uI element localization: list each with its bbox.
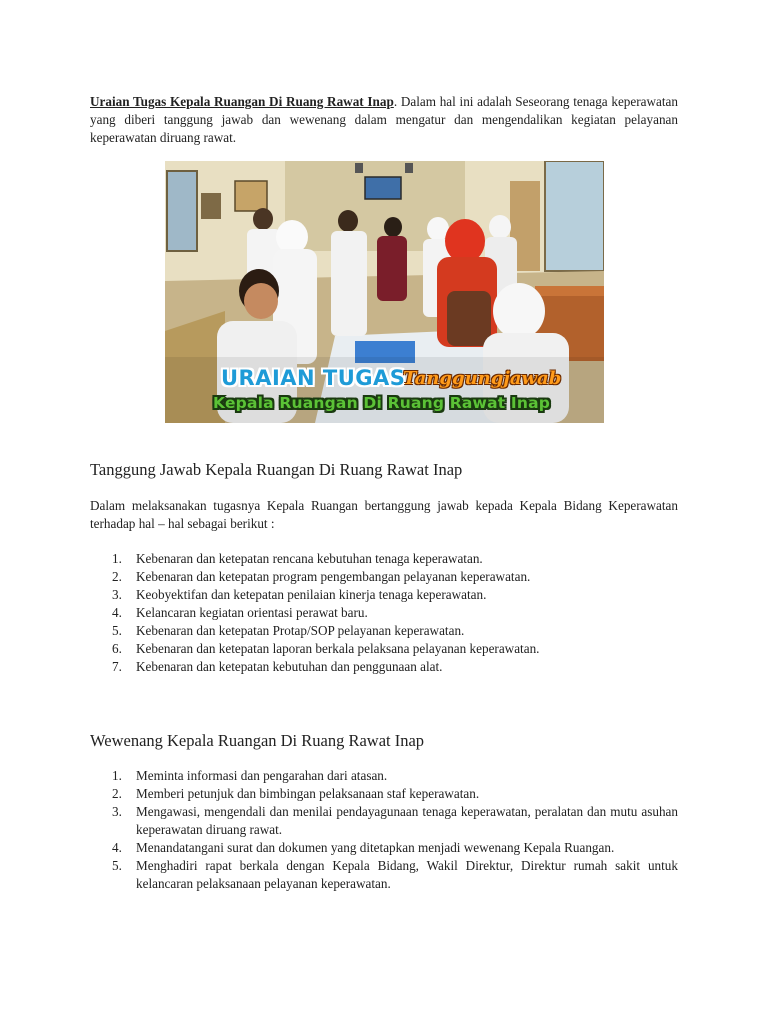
banner-script: Tanggungjawab (403, 368, 562, 389)
list-text: Menghadiri rapat berkala dengan Kepala Bidang, Wakil Direktur, Direktur rumah sakit untuk kelancaran pelaksanaan pelayanan keperawatan. (136, 858, 678, 891)
list-item (90, 604, 678, 622)
list-number: 5. (112, 858, 122, 873)
list-text: Kebenaran dan ketepatan laporan berkala pelaksana pelayanan keperawatan. (136, 641, 540, 656)
wewenang-heading: Wewenang Kepala Ruangan Di Ruang Rawat Inap (90, 731, 425, 750)
list-number: 4. (112, 605, 122, 620)
list-item (90, 857, 678, 893)
list-text: Kebenaran dan ketepatan program pengembangan pelayanan keperawatan. (136, 569, 531, 584)
hospital-ward-photo (165, 161, 604, 423)
list-text: Mengawasi, mengendali dan menilai pendayagunaan tenaga keperawatan, peralatan dan mutu asuhan keperawatan diruang rawat. (136, 804, 678, 837)
list-text: Keobyektifan dan ketepatan penilaian kinerja tenaga keperawatan. (136, 587, 487, 602)
wewenang-list (90, 767, 678, 893)
list-text: Kebenaran dan ketepatan rencana kebutuhan tenaga keperawatan. (136, 551, 483, 566)
list-text: Meminta informasi dan pengarahan dari atasan. (136, 768, 388, 783)
banner-subtitle: Kepala Ruangan Di Ruang Rawat Inap (213, 394, 551, 412)
list-item (90, 803, 678, 839)
list-number: 2. (112, 786, 122, 801)
intro-lead-link[interactable]: Uraian Tugas Kepala Ruangan Di Ruang Rawat Inap (90, 94, 394, 109)
list-number: 7. (112, 659, 122, 674)
intro-text: . Dalam hal ini adalah Seseorang tenaga keperawatan yang diberi tanggung jawab dan wewenang dalam mengatur dan mengendalikan kegiatan pelayanan keperawatan diruang rawat. (90, 94, 678, 145)
list-item (90, 839, 678, 857)
tanggung-jawab-list (90, 550, 678, 676)
tanggung-jawab-heading: Tanggung Jawab Kepala Ruangan Di Ruang Rawat Inap (90, 460, 463, 479)
list-text: Menandatangani surat dan dokumen yang ditetapkan menjadi wewenang Kepala Ruangan. (136, 840, 615, 855)
banner-title: URAIAN TUGAS (221, 366, 406, 390)
list-item (90, 550, 678, 568)
list-item (90, 622, 678, 640)
list-item (90, 785, 678, 803)
list-text: Kelancaran kegiatan orientasi perawat baru. (136, 605, 368, 620)
list-number: 2. (112, 569, 122, 584)
list-item (90, 767, 678, 785)
list-number: 3. (112, 804, 122, 819)
list-number: 1. (112, 768, 122, 783)
list-text: Kebenaran dan ketepatan kebutuhan dan penggunaan alat. (136, 659, 443, 674)
tanggung-jawab-paragraph: Dalam melaksanakan tugasnya Kepala Ruangan bertanggung jawab kepada Kepala Bidang Keperawatan terhadap hal – hal sebagai berikut : (90, 498, 678, 531)
intro-paragraph (90, 93, 678, 147)
list-text: Memberi petunjuk dan bimbingan pelaksanaan staf keperawatan. (136, 786, 480, 801)
list-number: 5. (112, 623, 122, 638)
list-number: 4. (112, 840, 122, 855)
list-number: 3. (112, 587, 122, 602)
list-item (90, 586, 678, 604)
list-item (90, 640, 678, 658)
list-item (90, 658, 678, 676)
list-number: 1. (112, 551, 122, 566)
list-item (90, 568, 678, 586)
list-text: Kebenaran dan ketepatan Protap/SOP pelayanan keperawatan. (136, 623, 465, 638)
list-number: 6. (112, 641, 122, 656)
